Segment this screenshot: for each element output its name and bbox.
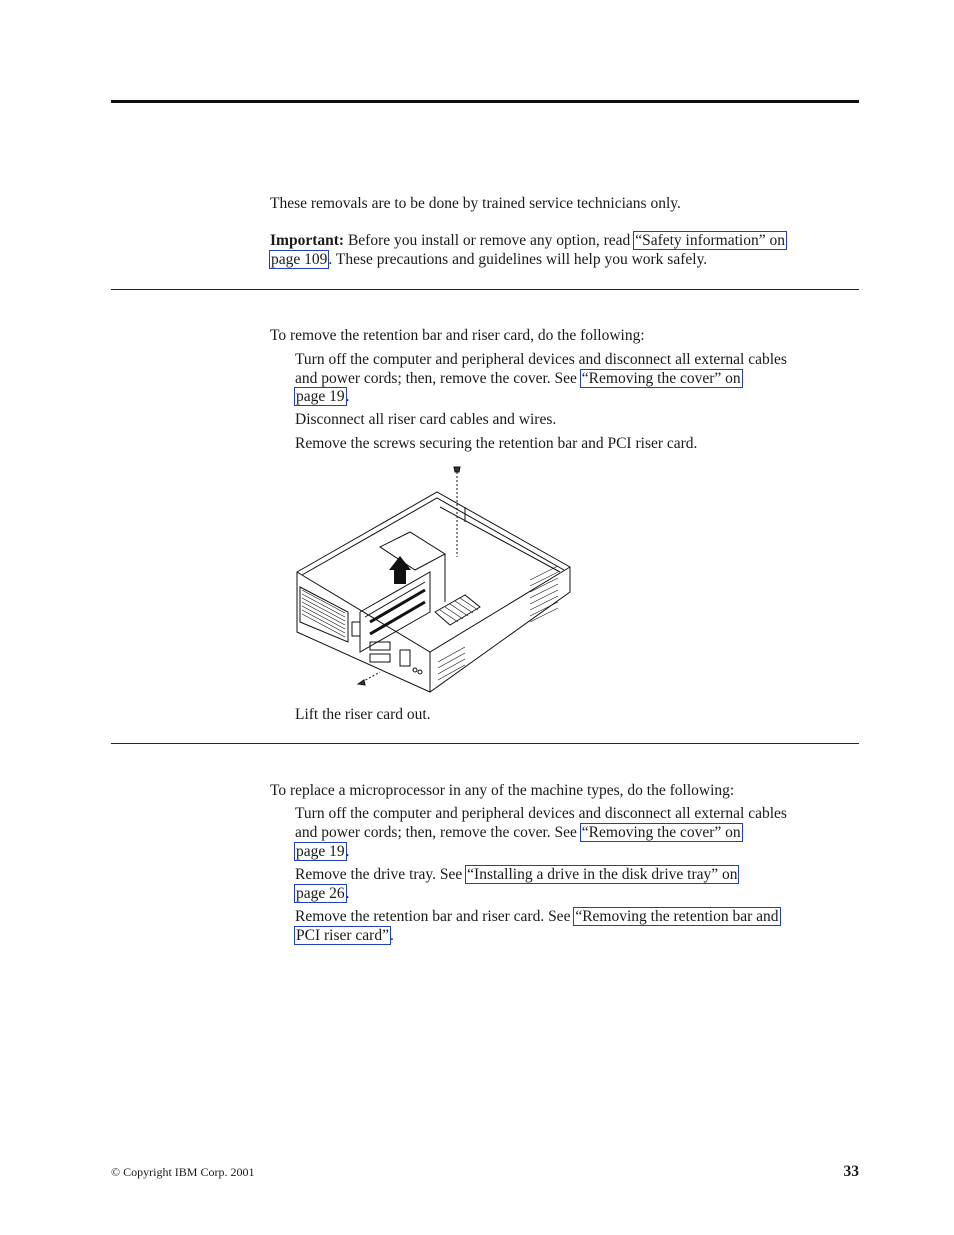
important-note-line2 xyxy=(270,250,707,269)
section2-step1-line2 xyxy=(295,823,742,842)
section2-lead: To replace a microprocessor in any of the machine types, do the following: xyxy=(270,782,735,799)
section-divider-1 xyxy=(111,289,859,290)
section2-step2-post: . xyxy=(345,885,350,902)
section1-step1-line2 xyxy=(295,369,742,388)
safety-information-link[interactable]: “Safety information” on xyxy=(635,232,785,249)
section1-step3: Remove the screws securing the retention bar and PCI riser card. xyxy=(295,435,698,452)
section2-step1-post: . xyxy=(345,843,350,860)
section1-step1-line3 xyxy=(295,387,350,406)
section2-step2-line1 xyxy=(295,865,738,884)
computer-riser-card-illustration xyxy=(290,462,580,694)
section1-lead: To remove the retention bar and riser card, do the following: xyxy=(270,327,645,344)
section2-step3-line2 xyxy=(295,926,394,945)
section2-step1-line3 xyxy=(295,842,350,861)
removing-cover-link[interactable]: “Removing the cover” on xyxy=(581,370,741,387)
section2-step2-pre: Remove the drive tray. See xyxy=(295,866,467,883)
section2-step1-line1: Turn off the computer and peripheral devices and disconnect all external cables xyxy=(295,805,787,822)
section2-step2-line2 xyxy=(295,884,350,903)
section-divider-2 xyxy=(111,743,859,744)
section1-step1-pre: and power cords; then, remove the cover. See xyxy=(295,370,581,387)
important-post: . These precautions and guidelines will help you work safely. xyxy=(328,251,708,268)
removing-cover-link-2[interactable]: “Removing the cover” on xyxy=(581,824,741,841)
installing-drive-link[interactable]: “Installing a drive in the disk drive tray” on xyxy=(467,866,738,883)
section1-step2: Disconnect all riser card cables and wires. xyxy=(295,411,557,428)
removing-cover-link-page[interactable]: page 19 xyxy=(296,388,345,405)
intro-text: These removals are to be done by trained service technicians only. xyxy=(270,195,681,212)
section2-step3-line1 xyxy=(295,907,780,926)
section1-step1-post: . xyxy=(345,388,350,405)
important-pre: Before you install or remove any option, read xyxy=(344,232,635,249)
section2-step3-pre: Remove the retention bar and riser card. See xyxy=(295,908,575,925)
section2-step1-pre: and power cords; then, remove the cover. See xyxy=(295,824,581,841)
section1-step4: Lift the riser card out. xyxy=(295,706,431,723)
important-note-line1 xyxy=(270,231,786,250)
removing-cover-link-2-page[interactable]: page 19 xyxy=(296,843,345,860)
section2-step3-post: . xyxy=(389,927,394,944)
safety-information-link-page[interactable]: page 109 xyxy=(271,251,328,268)
removing-retention-bar-link[interactable]: “Removing the retention bar and xyxy=(575,908,779,925)
lift-arrow-icon xyxy=(389,556,411,584)
installing-drive-link-page[interactable]: page 26 xyxy=(296,885,345,902)
page-number: 33 xyxy=(843,1163,859,1180)
header-rule xyxy=(111,100,859,103)
important-label: Important: xyxy=(270,232,345,249)
section1-step1-line1: Turn off the computer and peripheral devices and disconnect all external cables xyxy=(295,351,787,368)
removing-retention-bar-link-2[interactable]: PCI riser card” xyxy=(296,927,389,944)
footer-copyright: © Copyright IBM Corp. 2001 xyxy=(111,1165,255,1179)
